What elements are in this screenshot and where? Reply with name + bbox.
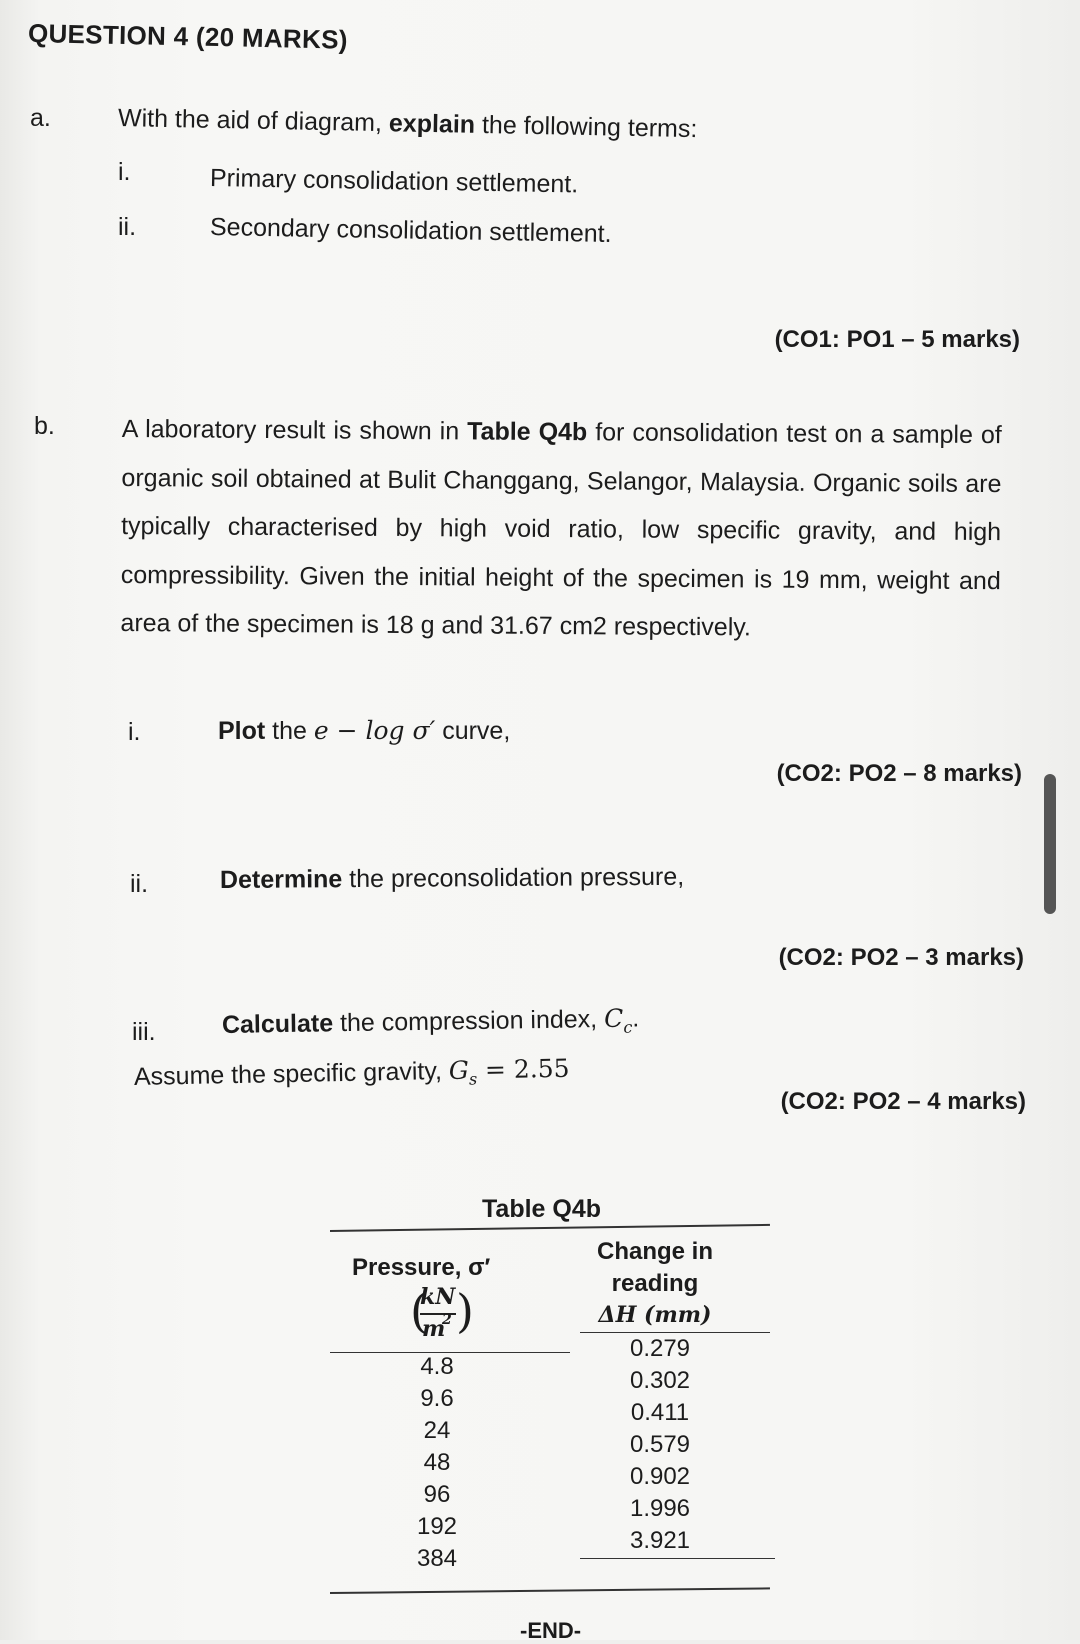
sub-iii-marks: (CO2: PO2 – 4 marks) xyxy=(780,1088,1026,1115)
table-top-rule xyxy=(330,1224,770,1232)
sub-ii-text: Determine the preconsolidation pressure, xyxy=(219,862,685,894)
pressure-cell: 192 xyxy=(416,1513,458,1540)
right-paren-icon: ) xyxy=(456,1284,474,1338)
sub-i-marks: (CO2: PO2 – 8 marks) xyxy=(776,760,1022,787)
sub-ii-num: ii. xyxy=(130,870,149,898)
change-cell: 0.902 xyxy=(629,1463,691,1490)
pressure-unit-fraction: ( kN m 2 ) xyxy=(410,1284,474,1342)
table-bottom-rule xyxy=(330,1587,770,1594)
part-a-marks: (CO1: PO1 – 5 marks) xyxy=(774,326,1020,353)
pressure-cell: 9.6 xyxy=(420,1385,454,1412)
col2-header-line3: ΔH (mm) xyxy=(598,1302,712,1328)
pressure-cell: 96 xyxy=(423,1481,451,1508)
part-a-label: a. xyxy=(30,104,51,132)
part-b-paragraph: A laboratory result is shown in Table Q4b for consolidation test on a sample of organic soil obtained at Bulit Changgang, Selangor, Malaysia. Organic soils are typically characterised by high void ratio, low specific gravity, and high compressibility. Given the initial height of the specimen is 19 mm, weight and area of the specimen is 18 g and 31.67 cm2 respectively. xyxy=(120,414,1002,642)
col2-header-line2: reading xyxy=(611,1270,699,1297)
sub-ii-marks: (CO2: PO2 – 3 marks) xyxy=(778,944,1024,971)
change-cell: 0.411 xyxy=(630,1399,690,1426)
col2-header-line1: Change in xyxy=(596,1238,713,1265)
change-cell: 0.302 xyxy=(629,1367,691,1394)
pressure-cell: 48 xyxy=(423,1449,451,1476)
part-a-item-1-num: i. xyxy=(118,158,131,186)
sub-iii-text: Calculate the compression index, $C_c$. xyxy=(221,1003,640,1039)
change-cell: 0.579 xyxy=(629,1431,691,1458)
assume-text: Assume the specific gravity, $G_s = 2.55$ xyxy=(133,1053,570,1091)
change-cell: 1.996 xyxy=(629,1495,691,1522)
col2-bottom-rule xyxy=(580,1558,775,1559)
change-cell: 3.921 xyxy=(629,1527,691,1554)
e-log-sigma-math: e − log σ′ xyxy=(313,716,436,745)
change-cell: 0.279 xyxy=(629,1335,691,1362)
part-a-item-2-text: Secondary consolidation settlement. xyxy=(209,213,612,249)
col1-header: Pressure, σ′ xyxy=(352,1254,491,1281)
end-marker: -END- xyxy=(520,1618,582,1643)
sub-iii-num: iii. xyxy=(132,1018,156,1046)
part-a-item-2-num: ii. xyxy=(118,213,137,241)
pressure-cell: 24 xyxy=(423,1417,451,1444)
pressure-cell: 384 xyxy=(416,1545,458,1572)
table-title: Table Q4b xyxy=(482,1195,602,1223)
question-title: QUESTION 4 (20 MARKS) xyxy=(27,18,349,55)
part-a-intro: With the aid of diagram, explain the following terms: xyxy=(117,104,698,144)
pressure-cell: 4.8 xyxy=(420,1353,454,1380)
part-b-label: b. xyxy=(34,412,55,440)
part-a-item-1-text: Primary consolidation settlement. xyxy=(209,164,579,199)
col2-header-rule xyxy=(580,1332,770,1333)
scrollbar-thumb[interactable] xyxy=(1044,774,1056,914)
sub-i-text: Plot the e − log σ′ curve, xyxy=(218,716,511,745)
left-paren-icon: ( xyxy=(410,1284,428,1338)
sub-i-num: i. xyxy=(128,718,141,746)
